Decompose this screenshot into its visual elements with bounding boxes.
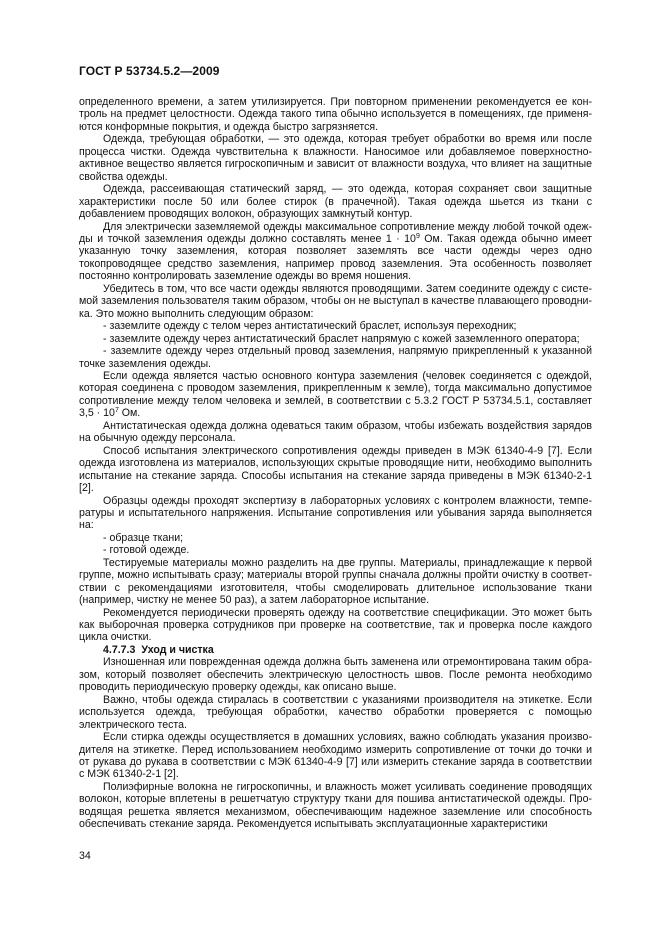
list-item: - заземлите одежду через антистатический браслет напрямую с кожей заземленного оператора;: [103, 332, 580, 345]
list-item: - образце ткани;: [103, 531, 184, 544]
section-number: 4.7.7.3: [103, 643, 136, 656]
list-item: - готовой одежде.: [103, 544, 190, 557]
paragraph: Убедитесь в том, что все части одежды являются проводящими. Затем соедините одежду с системой заземления пользователя таким образом, чтобы он не выступал в качестве плавающего проводника. Это можно выполнить следующим образом:: [79, 282, 592, 320]
list-item: - заземлите одежду с телом через антистатический браслет, используя переходник;: [103, 320, 517, 333]
section-title: Уход и чистка: [141, 643, 214, 656]
superscript: 9: [415, 232, 420, 240]
paragraph: Антистатическая одежда должна одеваться таким образом, чтобы избежать воздействия зарядов на обычную одежду персонала.: [79, 419, 592, 445]
section-heading: [79, 644, 592, 656]
paragraph: Если стирка одежды осуществляется в домашних условиях, важно соблюдать указания производителя на этикетке. Перед использованием необходимо измерить сопротивление от точки до точки и от рукава до рукава в соответствии с МЭК 61340-4-9 [7] или измерить стекание заряда в соответствии с МЭК 61340-2-1 [2].: [79, 731, 592, 781]
paragraph: [79, 370, 592, 420]
paragraph: Образцы одежды проходят экспертизу в лабораторных условиях с контролем влажности, температуры и испытательного напряжения. Испытание сопротивления или убывания заряда выполняется на:: [79, 494, 592, 532]
list-item: - заземлите одежду через отдельный провод заземления, напрямую прикрепленный к указанной точке заземления одежды.: [79, 345, 592, 370]
paragraph-text: Ом.: [118, 407, 141, 420]
paragraph: Изношенная или поврежденная одежда должна быть заменена или отремонтирована таким образом, который позволяет обеспечить электрическую целостность швов. После ремонта необходимо проводить периодическую проверку одежды, как описано выше.: [79, 656, 592, 694]
page-number: 34: [79, 850, 91, 862]
paragraph-text: Если одежда является частью основного контура заземления (человек соединяется с одеждой, которая соединена с проводом заземления, прикрепленным к земле), тогда максимально допустимое сопротивление между телом человека и землей, в соответствии с 5.3.2 ГОСТ Р 53734.5.1, составляет 3,5 · 10: [79, 369, 592, 420]
superscript: 7: [114, 407, 119, 415]
document-header: ГОСТ Р 53734.5.2—2009: [79, 64, 220, 78]
paragraph: [79, 221, 592, 283]
paragraph-text: Ом. Такая одежда обычно имеет указанную точку заземления, которая позволяет заземлять все части одежды через одно токопроводящее средство заземления, например провод заземления. Эта особенность позволяет постоянно контролировать заземление одежды во время ношения.: [79, 232, 592, 283]
paragraph: Способ испытания электрического сопротивления одежды приведен в МЭК 61340-4-9 [7]. Если одежда изготовлена из материалов, использующих скрытые проводящие нити, необходимо выполнить испытание на стекание заряда. Способы испытания на стекание заряда приведены в МЭК 61340-2-1 [2].: [79, 444, 592, 495]
paragraph-text: Для электрически заземляемой одежды максимальное сопротивление между любой точкой одежды и точкой заземления одежды должно составлять менее 1 · 10: [79, 220, 592, 245]
paragraph: Тестируемые материалы можно разделить на две группы. Материалы, принадлежащие к первой группе, можно испытывать сразу; материалы второй группы сначала должны пройти очистку в соответствии с рекомендациями изготовителя, чтобы смоделировать длительное использование ткани (например, чистку не менее 50 раз), а затем лабораторное испытание.: [79, 556, 592, 607]
paragraph: определенного времени, а затем утилизируется. При повторном применении рекомендуется ее контроль на предмет целостности. Одежда такого типа обычно используется в помещениях, где применяются конформные покрытия, и одежда быстро загрязняется.: [79, 96, 592, 133]
paragraph: Важно, чтобы одежда стиралась в соответствии с указаниями производителя на этикетке. Если используется одежда, требующая обработки, качество обработки проверяется с помощью электрического теста.: [79, 693, 592, 731]
document-body: [79, 96, 592, 831]
paragraph: Одежда, требующая обработки, — это одежда, которая требует обработки во время или после процесса чистки. Одежда чувствительна к влажности. Наносимое или добавляемое поверхностно-активное вещество является гигроскопичным и зависит от влажности воздуха, что влияет на защитные свойства одежды.: [79, 133, 592, 183]
paragraph: Рекомендуется периодически проверять одежду на соответствие спецификации. Это может быть как выборочная проверка сотрудников при проверке на соответствие, так и проверка после каждого цикла очистки.: [79, 606, 592, 644]
paragraph: Полиэфирные волокна не гигроскопичны, и влажность может усиливать соединение проводящих волокон, которые вплетены в решетчатую структуру ткани для пошива антистатической одежды. Проводящая решетка является механизмом, обеспечивающим надежное заземление или способность обеспечивать стекание заряда. Рекомендуется испытывать эксплуатационные характеристики: [79, 780, 592, 831]
paragraph: Одежда, рассеивающая статический заряд, — это одежда, которая сохраняет свои защитные характеристики после 50 или более стирок (в прачечной). Такая одежда шьется из ткани с добавлением проводящих волокон, образующих замкнутый контур.: [79, 183, 592, 221]
